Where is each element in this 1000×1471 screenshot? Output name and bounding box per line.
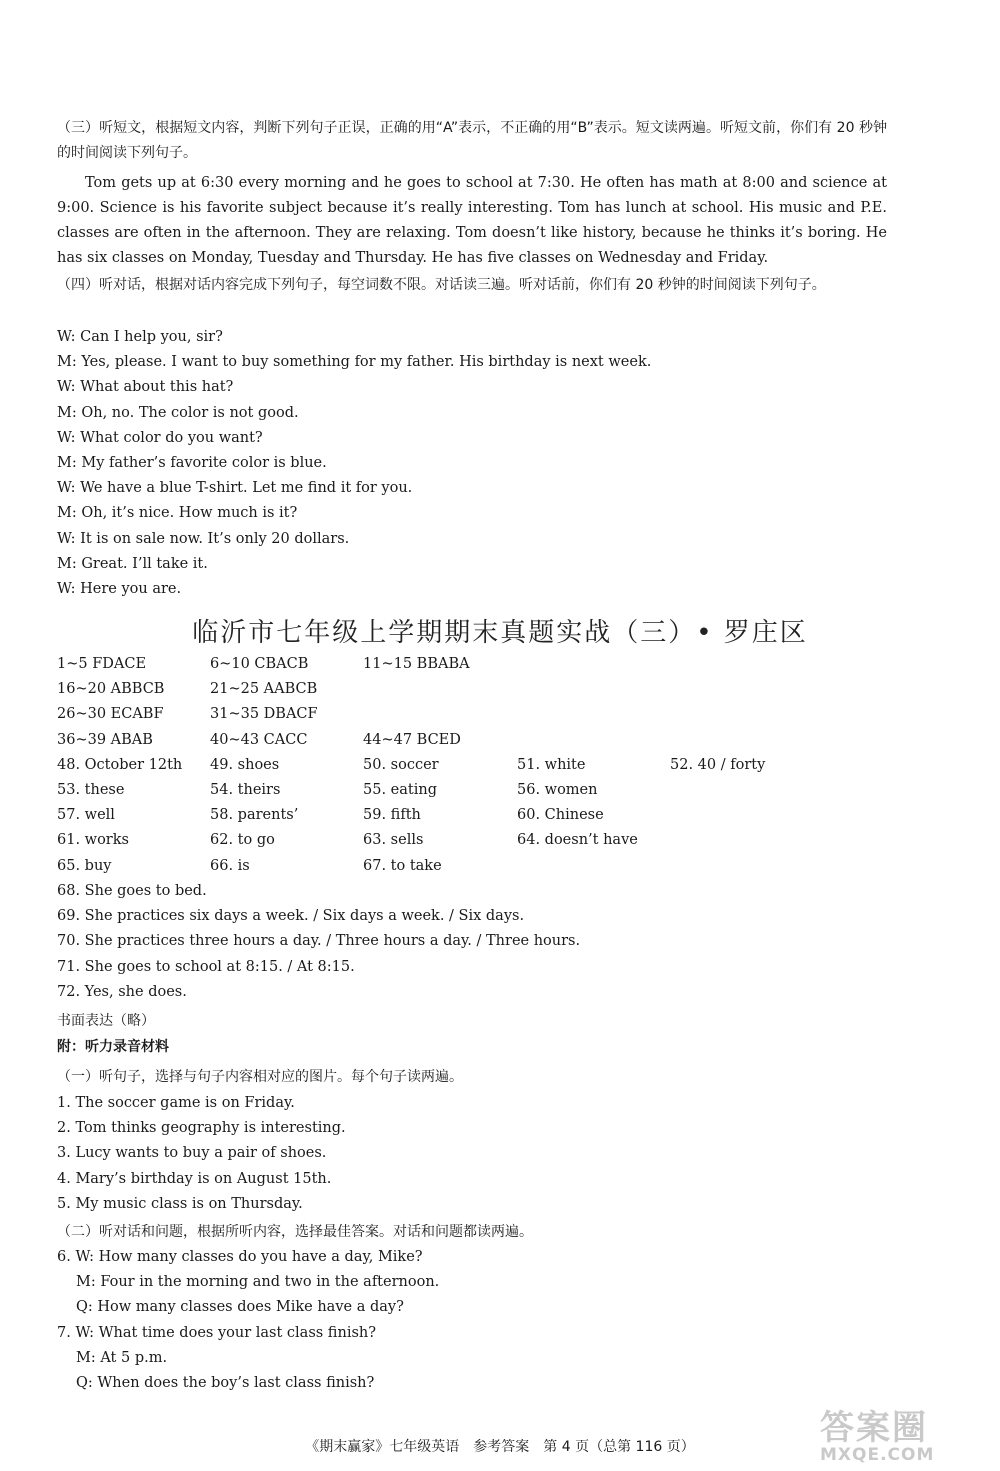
answer-cell: 50. soccer xyxy=(363,756,439,773)
part1-item: 5. My music class is on Thursday. xyxy=(57,1195,303,1212)
answer-line: 69. She practices six days a week. / Six days a week. / Six days. xyxy=(57,908,525,925)
answer-row xyxy=(57,732,817,757)
dialogue-line: W: Can I help you, sir? xyxy=(57,329,223,345)
appendix-title: 附：听力录音材料 xyxy=(57,1039,169,1055)
answer-row xyxy=(57,832,817,857)
part2-item: Q: When does the boy’s last class finish? xyxy=(76,1375,375,1391)
answer-row xyxy=(57,782,817,807)
part1-instruction: （一）听句子，选择与句子内容相对应的图片。每个句子读两遍。 xyxy=(57,1069,463,1085)
answer-cell: 66. is xyxy=(210,857,250,874)
answer-row xyxy=(57,807,817,832)
answer-cell: 65. buy xyxy=(57,857,112,874)
part1-item: 1. The soccer game is on Friday. xyxy=(57,1095,295,1111)
part2-item: M: At 5 p.m. xyxy=(76,1349,168,1366)
answer-cell: 21~25 AABCB xyxy=(210,681,318,698)
answer-cell: 49. shoes xyxy=(210,756,280,773)
dialogue-line: M: Oh, it’s nice. How much is it? xyxy=(57,505,298,522)
answer-row xyxy=(57,656,817,681)
answer-line: 72. Yes, she does. xyxy=(57,983,187,1000)
answer-cell: 58. parents’ xyxy=(210,807,299,824)
answer-cell: 26~30 ECABF xyxy=(57,706,164,723)
answer-cell: 36~39 ABAB xyxy=(57,731,153,748)
answer-cell: 61. works xyxy=(57,832,129,849)
dialogue-line: W: It is on sale now. It’s only 20 dollars. xyxy=(57,530,350,547)
answer-cell: 56. women xyxy=(517,782,598,798)
dialogue-line: M: Great. I’ll take it. xyxy=(57,555,208,572)
watermark-text-bottom: MXQE.COM xyxy=(820,1445,935,1465)
answer-line: 71. She goes to school at 8:15. / At 8:15. xyxy=(57,958,355,975)
part2-instruction: （二）听对话和问题，根据所听内容，选择最佳答案。对话和问题都读两遍。 xyxy=(57,1224,533,1240)
answer-cell: 59. fifth xyxy=(363,807,421,824)
answer-cell: 16~20 ABBCB xyxy=(57,681,165,698)
part1-item: 4. Mary’s birthday is on August 15th. xyxy=(57,1170,332,1187)
part1-item: 3. Lucy wants to buy a pair of shoes. xyxy=(57,1145,327,1162)
answer-cell: 67. to take xyxy=(363,857,442,874)
answer-cell: 51. white xyxy=(517,756,586,773)
part2-item: Q: How many classes does Mike have a day? xyxy=(76,1299,404,1316)
answer-cell: 54. theirs xyxy=(210,782,281,798)
watermark-text-top: 答案圈 xyxy=(820,1408,928,1448)
answer-cell: 31~35 DBACF xyxy=(210,706,318,723)
section4-instruction: （四）听对话，根据对话内容完成下列句子，每空词数不限。对话读三遍。听对话前，你们有 20 秒钟的时间阅读下列句子。 xyxy=(57,277,826,293)
dialogue-line: W: We have a blue T-shirt. Let me find it for you. xyxy=(57,480,413,497)
answer-row xyxy=(57,757,817,782)
dialogue-line: M: Yes, please. I want to buy something for my father. His birthday is next week. xyxy=(57,354,652,371)
answer-cell: 44~47 BCED xyxy=(363,731,461,748)
part2-item: 6. W: How many classes do you have a day, Mike? xyxy=(57,1249,423,1265)
answer-cell: 57. well xyxy=(57,807,115,824)
answer-cell: 6~10 CBACB xyxy=(210,656,309,672)
answer-cell: 40~43 CACC xyxy=(210,731,308,748)
answer-cell: 64. doesn’t have xyxy=(517,832,638,849)
answer-cell: 60. Chinese xyxy=(517,807,604,824)
part1-item: 2. Tom thinks geography is interesting. xyxy=(57,1120,346,1137)
part2-item: M: Four in the morning and two in the afternoon. xyxy=(76,1274,440,1291)
dialogue-line: W: What about this hat? xyxy=(57,379,234,396)
answer-cell: 63. sells xyxy=(363,832,424,849)
page-footer: 《期末赢家》七年级英语 参考答案 第 4 页（总第 116 页） xyxy=(305,1439,695,1455)
dialogue-line: W: What color do you want? xyxy=(57,429,263,446)
section3-passage: Tom gets up at 6:30 every morning and he goes to school at 7:30. He often has math at 8:00 and science at 9:00. Science is his favorite subject because it’s really interesting. Tom has lunch at school. His music and P.E. classes are often in the afternoon. They are relaxing. Tom doesn’t like history, because he thinks it’s boring. He has six classes on Monday, Tuesday and Thursday. He has five classes on Wednesday and Friday. xyxy=(57,175,887,266)
answer-row xyxy=(57,858,817,883)
answer-cell: 48. October 12th xyxy=(57,756,183,773)
dialogue-line: M: My father’s favorite color is blue. xyxy=(57,455,327,471)
exam-title: 临沂市七年级上学期期末真题实战（三）• 罗庄区 xyxy=(192,618,808,648)
answer-line: 70. She practices three hours a day. / Three hours a day. / Three hours. xyxy=(57,933,581,950)
dialogue-line: M: Oh, no. The color is not good. xyxy=(57,404,299,421)
answer-row xyxy=(57,706,817,731)
answer-cell: 52. 40 / forty xyxy=(670,756,766,773)
answer-cell: 55. eating xyxy=(363,782,437,798)
answer-row xyxy=(57,681,817,706)
answer-cell: 1~5 FDACE xyxy=(57,656,147,672)
section3-instruction: （三）听短文，根据短文内容，判断下列句子正误，正确的用“A”表示，不正确的用“B”表示。短文读两遍。听短文前，你们有 20 秒钟的时间阅读下列句子。 xyxy=(57,120,887,161)
writing-answer: 书面表达（略） xyxy=(57,1013,155,1029)
part2-item: 7. W: What time does your last class finish? xyxy=(57,1324,377,1341)
dialogue-line: W: Here you are. xyxy=(57,581,182,597)
watermark-logo xyxy=(820,1400,990,1466)
answer-line: 68. She goes to bed. xyxy=(57,883,207,899)
answer-cell: 53. these xyxy=(57,782,125,798)
answer-cell: 11~15 BBABA xyxy=(363,656,470,672)
answer-cell: 62. to go xyxy=(210,832,275,849)
